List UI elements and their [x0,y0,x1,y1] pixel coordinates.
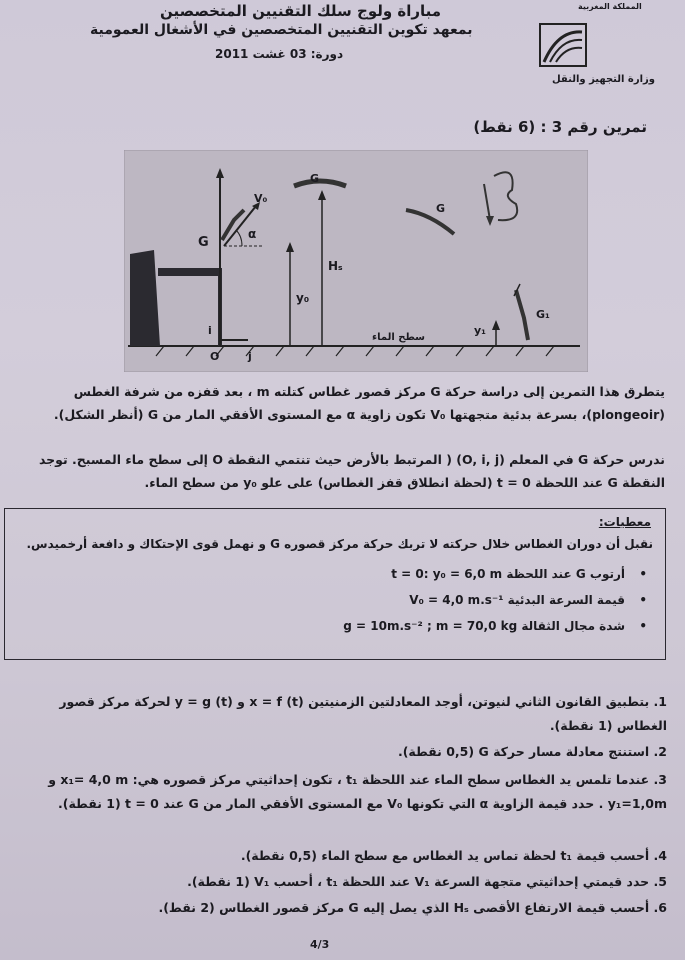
label-g-start: G [198,235,209,250]
question-text: حدد قيمتي إحداثيتي متجهة السرعة V₁ عند اللحظة t₁ ، أحسب V₁ (1 نقطة). [187,874,650,889]
question-number: 2. [653,744,667,759]
label-hs: Hₛ [328,259,343,273]
question-text: استنتج معادلة مسار حركة G (0,5 نقطة). [397,744,650,759]
label-alpha: α [248,227,257,241]
question-1 [27,690,667,738]
label-v0: V₀ [254,192,268,205]
question-text: أحسب قيمة t₁ لحظة تماس يد الغطاس مع سطح الماء (0,5 نقطة). [240,848,650,863]
label-g-mid: G [436,202,446,215]
data-title: معطيات: [598,515,651,529]
session-date: دورة: 03 غشت 2011 [215,47,344,61]
label-y0: y₀ [296,291,310,305]
question-number: 3. [653,772,667,787]
question-number: 4. [653,848,667,863]
label-g1: G₁ [536,308,550,321]
intro-paragraph-2: ندرس حركة G في المعلم (O, i, j) ( المرتبط بالأرض حيث تنتمي النقطة O إلى سطح ماء المسبح. توجد النقطة G عند اللحظة t = 0 (لحظة انطلاق قفز الغطاس) على علو y₀ من سطح الماء. [38,452,665,490]
kingdom-caption: المملكة المغربية [578,2,642,11]
label-g-top: G [310,172,320,185]
label-y1: y₁ [474,324,486,337]
question-3 [27,768,667,816]
header-line-2: بمعهد تكوين التقنيين المتخصصين في الأشغال العمومية [90,22,473,38]
data-item-v0: قيمة السرعة البدئية V₀ = 4,0 m.s⁻¹ • [409,593,625,607]
page-number: 4/3 [310,938,330,951]
diver-figure [124,150,588,372]
label-j: i [208,324,212,337]
question-text: عندما تلمس يد الغطاس سطح الماء عند اللحظة t₁ ، تكون إحداثيتي مركز قصوره هي: x₁= 4,0 m و y₁=1,0m . حدد قيمة الزاوية α التي تكونها V₀ مع المستوى الأفقي المار من G عند t = 0 (1 نقطة). [48,772,667,811]
question-6 [27,896,667,920]
question-text: أحسب قيمة الارتفاع الأقصى Hₛ الذي يصل إليه G مركز قصور الغطاس (2 نقط). [158,900,650,915]
question-4 [27,844,667,868]
question-5 [27,870,667,894]
data-assumption: نقبل أن دوران الغطاس خلال حركته لا تربك حركة مركز قصوره G و نهمل قوى الإحتكاك و دافعة أرخميدس. [26,537,653,551]
data-item-y0: أرتوب G عند اللحظة t = 0: y₀ = 6,0 m • [391,567,625,581]
question-2 [27,740,667,764]
question-number: 1. [653,694,667,709]
exercise-title: تمرين رقم 3 : (6 نقط) [473,118,647,136]
header-line-1: مباراة ولوج سلك التقنيين المتخصصين [160,2,442,20]
question-text: بتطبيق القانون الثاني لنيوتن، أوجد المعادلتين الزمنيتين x = f (t) و y = g (t) لحركة مركز قصور الغطاس (1 نقطة). [59,694,667,733]
data-box [4,508,666,660]
ministry-name: وزارة التجهيز والنقل [551,74,655,85]
ministry-logo-icon [538,22,588,68]
intro-paragraph-1: يتطرق هذا التمرين إلى دراسة حركة G مركز قصور غطاس كتلته m ، بعد قفزه من شرفة الغطس (plongeoir)، بسرعة بدئية متجهتها V₀ تكون زاوية α مع المستوى الأفقي المار من G (أنظر الشكل). [53,384,665,422]
data-item-g-m: شدة مجال الثقالة g = 10m.s⁻² ; m = 70,0 kg • [343,619,625,633]
label-i: j [248,350,252,363]
question-number: 5. [653,874,667,889]
label-o: O [210,350,220,363]
question-number: 6. [653,900,667,915]
label-water-surface: سطح الماء [372,332,426,343]
